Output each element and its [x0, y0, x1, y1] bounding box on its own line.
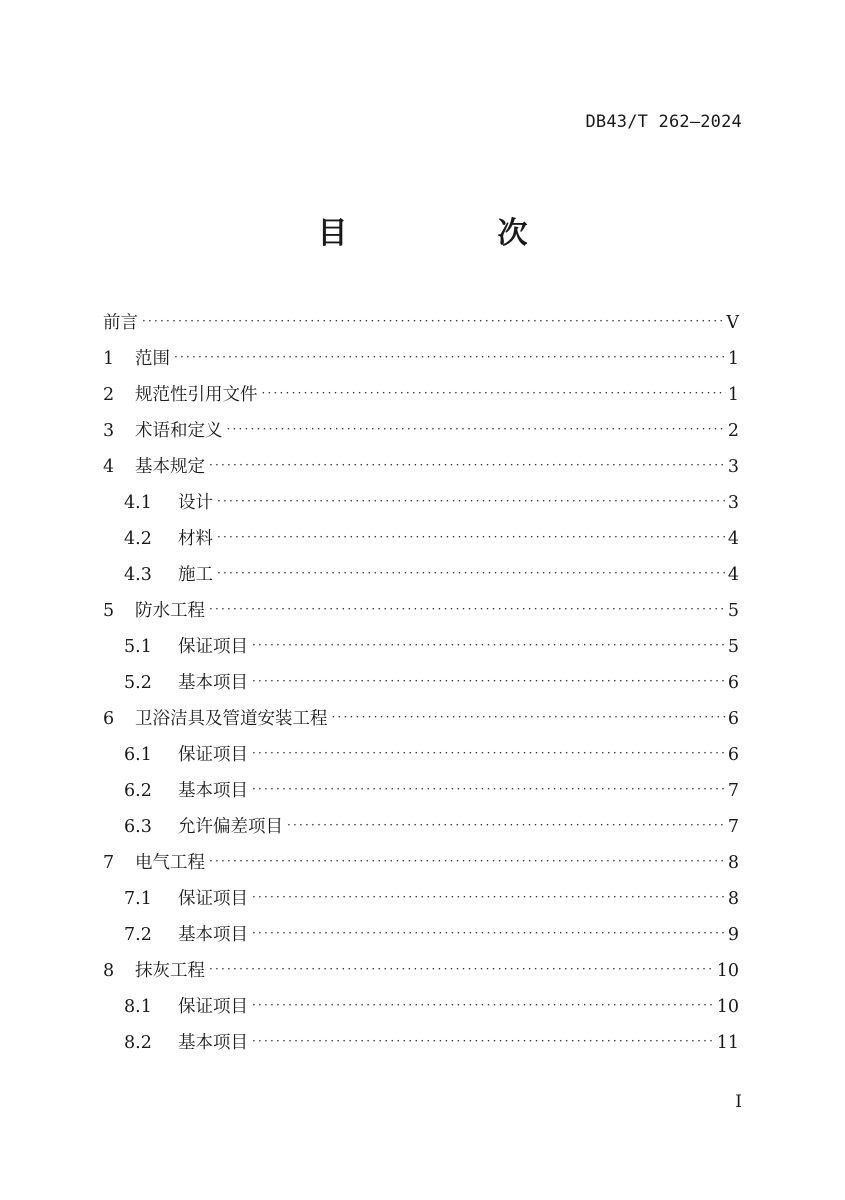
toc-entry-label: 材料	[178, 529, 213, 549]
dot-leader	[252, 746, 726, 760]
dot-leader	[217, 494, 726, 508]
toc-entry[interactable]	[103, 453, 739, 489]
toc-title: 目 次	[317, 216, 588, 251]
toc-entry-page: 9	[727, 925, 739, 945]
toc-entry[interactable]	[103, 417, 739, 453]
toc-entry-page: 8	[727, 889, 739, 909]
footer-page-number: I	[735, 1092, 742, 1112]
toc-entry-label: 允许偏差项目	[178, 817, 283, 837]
document-code: DB43/T 262—2024	[585, 112, 742, 132]
toc-entry-page: 8	[727, 853, 739, 873]
toc-entry[interactable]	[103, 777, 739, 813]
dot-leader	[287, 818, 726, 832]
toc-entry[interactable]	[103, 885, 739, 921]
toc-entry-number: 6.1	[124, 745, 152, 765]
toc-entry-label: 抹灰工程	[135, 961, 205, 981]
dot-leader	[209, 854, 726, 868]
toc-entry-page: 6	[727, 673, 739, 693]
toc-entry-label: 术语和定义	[135, 421, 223, 441]
toc-entry-label: 基本项目	[178, 1033, 248, 1053]
toc-entry-page: 4	[727, 565, 739, 585]
toc-entry-label: 保证项目	[178, 997, 248, 1017]
toc-entry-page: 10	[716, 997, 739, 1017]
toc-entry-number: 4.2	[124, 529, 152, 549]
dot-leader	[252, 926, 726, 940]
toc-entry-page: 11	[716, 1033, 739, 1053]
toc-entry-label: 保证项目	[178, 637, 248, 657]
toc-entry-page: 3	[727, 493, 739, 513]
toc-entry-page: 7	[727, 781, 739, 801]
dot-leader	[252, 782, 726, 796]
table-of-contents	[103, 309, 739, 1065]
toc-entry[interactable]	[103, 381, 739, 417]
toc-entry-label: 设计	[178, 493, 213, 513]
toc-entry[interactable]	[103, 525, 739, 561]
toc-entry-label: 基本项目	[178, 925, 248, 945]
toc-entry[interactable]	[103, 993, 739, 1029]
toc-entry-page: 7	[727, 817, 739, 837]
toc-entry-page: V	[726, 313, 739, 333]
toc-entry[interactable]	[103, 597, 739, 633]
toc-entry-number: 5.1	[124, 637, 152, 657]
toc-entry-number: 7.2	[124, 925, 152, 945]
toc-entry-number: 8.2	[124, 1033, 152, 1053]
toc-entry[interactable]	[103, 345, 739, 381]
toc-entry[interactable]	[103, 633, 739, 669]
toc-entry-number: 3	[103, 421, 115, 441]
toc-entry[interactable]	[103, 1029, 739, 1065]
dot-leader	[209, 458, 726, 472]
toc-entry-number: 8.1	[124, 997, 152, 1017]
dot-leader	[252, 998, 715, 1012]
toc-entry-page: 1	[727, 385, 739, 405]
toc-entry-page: 6	[727, 745, 739, 765]
dot-leader	[227, 422, 726, 436]
toc-entry[interactable]	[103, 849, 739, 885]
toc-entry-number: 5.2	[124, 673, 152, 693]
toc-entry[interactable]	[103, 705, 739, 741]
toc-entry[interactable]	[103, 921, 739, 957]
toc-entry-label: 基本项目	[178, 781, 248, 801]
dot-leader	[262, 386, 726, 400]
toc-entry-page: 5	[727, 637, 739, 657]
toc-entry[interactable]	[103, 813, 739, 849]
toc-entry-number: 4.3	[124, 565, 152, 585]
toc-entry[interactable]	[103, 489, 739, 525]
toc-entry[interactable]	[103, 957, 739, 993]
dot-leader	[252, 638, 726, 652]
toc-entry-page: 2	[727, 421, 739, 441]
toc-entry-number: 1	[103, 349, 115, 369]
dot-leader	[332, 710, 726, 724]
toc-entry[interactable]	[103, 561, 739, 597]
toc-entry-label: 前言	[103, 313, 138, 333]
toc-entry-number: 7	[103, 853, 115, 873]
toc-entry-label: 规范性引用文件	[135, 385, 258, 405]
dot-leader	[209, 962, 715, 976]
toc-entry-label: 保证项目	[178, 889, 248, 909]
toc-entry-number: 6.3	[124, 817, 152, 837]
toc-entry-number: 2	[103, 385, 115, 405]
dot-leader	[174, 350, 726, 364]
toc-entry-page: 5	[727, 601, 739, 621]
toc-entry-number: 5	[103, 601, 115, 621]
toc-entry-number: 4	[103, 457, 115, 477]
dot-leader	[209, 602, 726, 616]
toc-entry-page: 1	[727, 349, 739, 369]
toc-entry-label: 防水工程	[135, 601, 205, 621]
toc-entry-label: 基本项目	[178, 673, 248, 693]
toc-entry-page: 10	[716, 961, 739, 981]
toc-entry-number: 6.2	[124, 781, 152, 801]
toc-entry-number: 7.1	[124, 889, 152, 909]
toc-entry-page: 6	[727, 709, 739, 729]
dot-leader	[217, 566, 726, 580]
toc-entry-page: 4	[727, 529, 739, 549]
toc-entry-label: 保证项目	[178, 745, 248, 765]
dot-leader	[252, 890, 726, 904]
dot-leader	[217, 530, 726, 544]
toc-entry-label: 卫浴洁具及管道安装工程	[135, 709, 328, 729]
toc-entry-number: 6	[103, 709, 115, 729]
toc-entry[interactable]	[103, 741, 739, 777]
toc-entry-label: 基本规定	[135, 457, 205, 477]
toc-entry-label: 施工	[178, 565, 213, 585]
toc-entry[interactable]	[103, 669, 739, 705]
toc-entry-label: 电气工程	[135, 853, 205, 873]
dot-leader	[142, 314, 724, 328]
toc-entry-number: 4.1	[124, 493, 152, 513]
dot-leader	[252, 1034, 715, 1048]
toc-entry-number: 8	[103, 961, 115, 981]
dot-leader	[252, 674, 726, 688]
toc-entry-page: 3	[727, 457, 739, 477]
toc-entry[interactable]	[103, 309, 739, 345]
toc-entry-label: 范围	[135, 349, 170, 369]
